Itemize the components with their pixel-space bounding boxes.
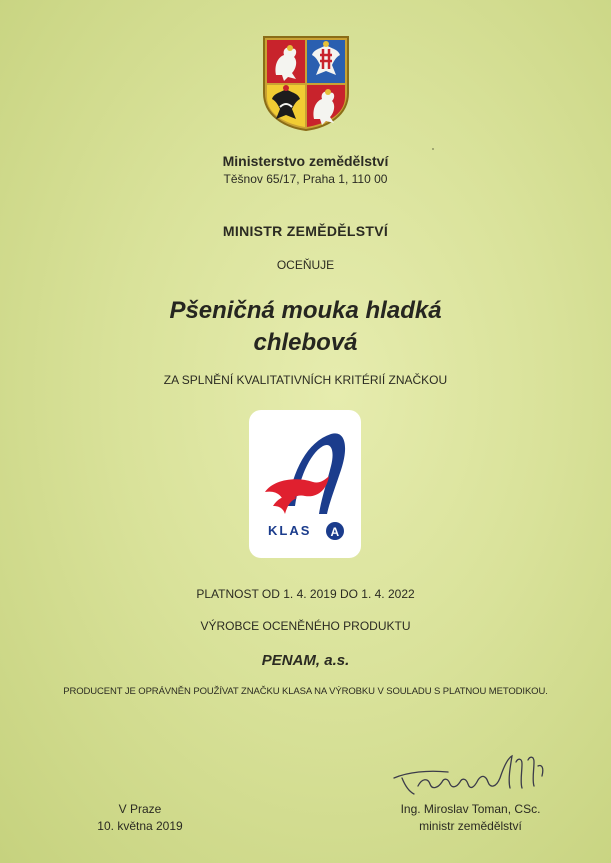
- paper-speck: [432, 148, 434, 150]
- award-verb: OCEŇUJE: [276, 258, 335, 272]
- ministry-name: Ministerstvo zemědělství: [222, 153, 389, 169]
- klasa-mark-icon: [249, 410, 361, 558]
- criteria-text: ZA SPLNĚNÍ KVALITATIVNÍCH KRITÉRIÍ ZNAČKOU: [163, 373, 448, 387]
- place-and-date: [80, 801, 200, 835]
- place-date: 10. května 2019: [97, 819, 183, 833]
- signer-block: [378, 801, 563, 835]
- klasa-logo: [249, 410, 361, 558]
- producer-name: PENAM, a.s.: [261, 652, 350, 669]
- coat-of-arms-icon: [262, 35, 350, 131]
- signer-role: ministr zemědělství: [419, 819, 522, 833]
- klasa-text: KLAS: [268, 523, 312, 538]
- signature-image: [388, 748, 548, 804]
- usage-note: PRODUCENT JE OPRÁVNĚN POUŽÍVAT ZNAČKU KLASA NA VÝROBKU V SOULADU S PLATNOU METODIKOU.: [63, 686, 548, 697]
- product-name-line-1: Pšeničná mouka hladká: [169, 297, 442, 324]
- product-name: [0, 295, 611, 359]
- ministry-address: Těšnov 65/17, Praha 1, 110 00: [223, 172, 388, 186]
- certificate-title: MINISTR ZEMĚDĚLSTVÍ: [222, 223, 389, 239]
- validity-text: PLATNOST OD 1. 4. 2019 DO 1. 4. 2022: [196, 587, 415, 601]
- svg-text:A: A: [330, 525, 340, 539]
- place-city: V Praze: [118, 802, 162, 816]
- signer-name: Ing. Miroslav Toman, CSc.: [400, 802, 541, 816]
- product-name-line-2: chlebová: [253, 329, 358, 356]
- producer-label: VÝROBCE OCENĚNÉHO PRODUKTU: [200, 619, 411, 633]
